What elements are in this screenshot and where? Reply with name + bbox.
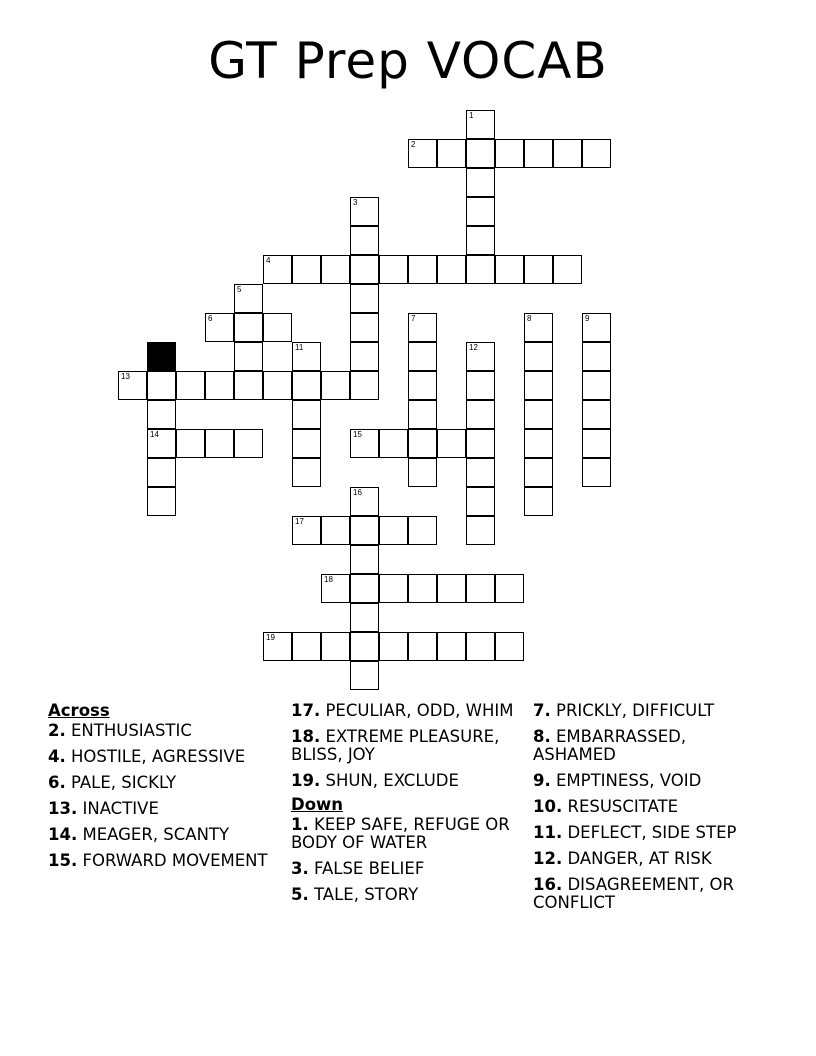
grid-cell[interactable] xyxy=(350,574,379,603)
clue-number: 6. xyxy=(48,773,66,792)
grid-cell[interactable] xyxy=(408,429,437,458)
clue-text: FORWARD MOVEMENT xyxy=(77,851,268,870)
grid-cell[interactable] xyxy=(350,487,379,516)
grid-cell[interactable] xyxy=(582,429,611,458)
grid-cell[interactable] xyxy=(408,574,437,603)
grid-cell[interactable] xyxy=(524,371,553,400)
clue-text: INACTIVE xyxy=(77,799,159,818)
grid-cell[interactable] xyxy=(350,255,379,284)
clue-number: 7. xyxy=(533,701,551,720)
grid-cell[interactable] xyxy=(408,139,437,168)
grid-cell[interactable] xyxy=(495,255,524,284)
clue-item xyxy=(533,798,763,816)
clue-item xyxy=(533,772,763,790)
grid-cell[interactable] xyxy=(524,255,553,284)
grid-cell[interactable] xyxy=(234,371,263,400)
grid-cell[interactable] xyxy=(292,371,321,400)
clue-text: DANGER, AT RISK xyxy=(562,849,712,868)
clue-item xyxy=(533,824,763,842)
grid-cell[interactable] xyxy=(524,400,553,429)
clue-text: PECULIAR, ODD, WHIM xyxy=(320,701,514,720)
clue-number: 4 xyxy=(266,256,271,265)
clue-number: 14. xyxy=(48,825,78,844)
grid-cell[interactable] xyxy=(321,371,350,400)
grid-cell[interactable] xyxy=(379,429,408,458)
grid-cell[interactable] xyxy=(582,458,611,487)
grid-cell[interactable] xyxy=(118,371,147,400)
clue-number: 12 xyxy=(469,343,478,352)
grid-cell[interactable] xyxy=(495,574,524,603)
clue-text: HOSTILE, AGRESSIVE xyxy=(65,747,246,766)
grid-cell[interactable] xyxy=(147,371,176,400)
clue-number: 5. xyxy=(291,885,309,904)
grid-cell[interactable] xyxy=(524,429,553,458)
clue-item xyxy=(291,702,521,720)
grid-cell[interactable] xyxy=(466,226,495,255)
grid-cell[interactable] xyxy=(350,516,379,545)
grid-cell[interactable] xyxy=(466,487,495,516)
grid-cell[interactable] xyxy=(379,632,408,661)
clue-number: 5 xyxy=(237,285,242,294)
clue-number: 11. xyxy=(533,823,563,842)
clue-item xyxy=(533,876,763,912)
clue-number: 10. xyxy=(533,797,563,816)
page-title: GT Prep VOCAB xyxy=(208,32,608,90)
clue-number: 11 xyxy=(295,343,304,352)
grid-cell[interactable] xyxy=(437,255,466,284)
grid-cell[interactable] xyxy=(234,284,263,313)
clue-item xyxy=(533,728,763,764)
grid-cell[interactable] xyxy=(176,371,205,400)
clue-text: FALSE BELIEF xyxy=(308,859,425,878)
grid-cell[interactable] xyxy=(205,371,234,400)
clue-text: DISAGREEMENT, OR CONFLICT xyxy=(533,875,734,912)
clue-item xyxy=(291,728,521,764)
clue-item xyxy=(48,722,278,740)
clue-text: EXTREME PLEASURE, BLISS, JOY xyxy=(291,727,500,764)
grid-cell[interactable] xyxy=(466,574,495,603)
blocked-square xyxy=(147,342,176,371)
clue-number: 7 xyxy=(411,314,416,323)
clue-text: EMPTINESS, VOID xyxy=(550,771,702,790)
clue-text: DEFLECT, SIDE STEP xyxy=(562,823,737,842)
grid-cell[interactable] xyxy=(582,342,611,371)
grid-cell[interactable] xyxy=(466,632,495,661)
grid-cell[interactable] xyxy=(466,110,495,139)
grid-cell[interactable] xyxy=(524,458,553,487)
clue-number: 17. xyxy=(291,701,321,720)
grid-cell[interactable] xyxy=(582,139,611,168)
clue-text: SHUN, EXCLUDE xyxy=(320,771,459,790)
grid-cell[interactable] xyxy=(205,429,234,458)
grid-cell[interactable] xyxy=(524,313,553,342)
grid-cell[interactable] xyxy=(408,342,437,371)
grid-cell[interactable] xyxy=(147,458,176,487)
clue-number: 16. xyxy=(533,875,563,894)
grid-cell[interactable] xyxy=(292,429,321,458)
grid-cell[interactable] xyxy=(350,661,379,690)
grid-cell[interactable] xyxy=(524,139,553,168)
clue-number: 1 xyxy=(469,111,474,120)
clue-text: EMBARRASSED, ASHAMED xyxy=(533,727,687,764)
grid-cell[interactable] xyxy=(350,284,379,313)
grid-cell[interactable] xyxy=(292,516,321,545)
grid-cell[interactable] xyxy=(466,168,495,197)
grid-cell[interactable] xyxy=(466,342,495,371)
clue-number: 4. xyxy=(48,747,66,766)
grid-cell[interactable] xyxy=(466,139,495,168)
grid-cell[interactable] xyxy=(234,429,263,458)
clue-number: 15 xyxy=(353,430,362,439)
clues-column-2 xyxy=(291,702,521,912)
grid-cell[interactable] xyxy=(582,313,611,342)
clue-number: 13 xyxy=(121,372,130,381)
clue-number: 19 xyxy=(266,633,275,642)
grid-cell[interactable] xyxy=(263,632,292,661)
grid-cell[interactable] xyxy=(466,371,495,400)
grid-cell[interactable] xyxy=(263,371,292,400)
clue-number: 9. xyxy=(533,771,551,790)
grid-cell[interactable] xyxy=(176,429,205,458)
grid-cell[interactable] xyxy=(350,603,379,632)
grid-cell[interactable] xyxy=(350,226,379,255)
grid-cell[interactable] xyxy=(350,429,379,458)
grid-cell[interactable] xyxy=(147,429,176,458)
grid-cell[interactable] xyxy=(292,255,321,284)
grid-cell[interactable] xyxy=(437,574,466,603)
clue-number: 13. xyxy=(48,799,78,818)
clue-item xyxy=(48,774,278,792)
grid-cell[interactable] xyxy=(466,458,495,487)
grid-cell[interactable] xyxy=(379,255,408,284)
grid-cell[interactable] xyxy=(147,487,176,516)
grid-cell[interactable] xyxy=(379,516,408,545)
grid-cell[interactable] xyxy=(495,632,524,661)
grid-cell[interactable] xyxy=(466,516,495,545)
clue-item xyxy=(48,748,278,766)
clues-column-3 xyxy=(533,702,763,920)
clue-number: 14 xyxy=(150,430,159,439)
grid-cell[interactable] xyxy=(379,574,408,603)
clue-number: 8. xyxy=(533,727,551,746)
grid-cell[interactable] xyxy=(466,197,495,226)
clue-number: 12. xyxy=(533,849,563,868)
clue-number: 9 xyxy=(585,314,590,323)
grid-cell[interactable] xyxy=(408,400,437,429)
down-heading: Down xyxy=(291,795,344,814)
grid-cell[interactable] xyxy=(292,632,321,661)
grid-cell[interactable] xyxy=(292,458,321,487)
clue-item xyxy=(48,800,278,818)
clue-item xyxy=(291,886,521,904)
clue-number: 16 xyxy=(353,488,362,497)
clue-number: 2. xyxy=(48,721,66,740)
clue-number: 3 xyxy=(353,198,358,207)
grid-cell[interactable] xyxy=(408,632,437,661)
grid-cell[interactable] xyxy=(466,255,495,284)
clue-item xyxy=(48,852,278,870)
across-heading: Across xyxy=(48,701,110,720)
grid-cell[interactable] xyxy=(524,487,553,516)
grid-cell[interactable] xyxy=(408,458,437,487)
clue-number: 17 xyxy=(295,517,304,526)
grid-cell[interactable] xyxy=(234,313,263,342)
grid-cell[interactable] xyxy=(147,400,176,429)
grid-cell[interactable] xyxy=(408,255,437,284)
grid-cell[interactable] xyxy=(437,632,466,661)
grid-cell[interactable] xyxy=(321,516,350,545)
clue-number: 18 xyxy=(324,575,333,584)
clue-number: 1. xyxy=(291,815,309,834)
grid-cell[interactable] xyxy=(321,255,350,284)
clue-text: TALE, STORY xyxy=(308,885,419,904)
grid-cell[interactable] xyxy=(263,313,292,342)
grid-cell[interactable] xyxy=(205,313,234,342)
clue-item xyxy=(533,850,763,868)
clue-number: 8 xyxy=(527,314,532,323)
grid-cell[interactable] xyxy=(524,342,553,371)
grid-cell[interactable] xyxy=(437,139,466,168)
clue-number: 15. xyxy=(48,851,78,870)
grid-cell[interactable] xyxy=(292,342,321,371)
grid-cell[interactable] xyxy=(350,632,379,661)
grid-cell[interactable] xyxy=(553,139,582,168)
clue-number: 19. xyxy=(291,771,321,790)
grid-cell[interactable] xyxy=(408,313,437,342)
grid-cell[interactable] xyxy=(350,342,379,371)
grid-cell[interactable] xyxy=(582,371,611,400)
grid-cell[interactable] xyxy=(350,197,379,226)
grid-cell[interactable] xyxy=(234,342,263,371)
grid-cell[interactable] xyxy=(263,255,292,284)
grid-cell[interactable] xyxy=(350,545,379,574)
clue-number: 18. xyxy=(291,727,321,746)
clue-number: 10 xyxy=(150,343,159,352)
grid-cell[interactable] xyxy=(321,574,350,603)
clues-column-1 xyxy=(48,702,278,878)
clue-text: PALE, SICKLY xyxy=(65,773,177,792)
grid-cell[interactable] xyxy=(408,516,437,545)
grid-cell[interactable] xyxy=(582,400,611,429)
grid-cell[interactable] xyxy=(350,371,379,400)
clue-text: ENTHUSIASTIC xyxy=(65,721,192,740)
clue-text: RESUSCITATE xyxy=(562,797,679,816)
clue-text: KEEP SAFE, REFUGE OR BODY OF WATER xyxy=(291,815,510,852)
grid-cell[interactable] xyxy=(408,371,437,400)
clue-item xyxy=(291,860,521,878)
clue-number: 3. xyxy=(291,859,309,878)
clue-item xyxy=(533,702,763,720)
grid-cell[interactable] xyxy=(321,632,350,661)
grid-cell[interactable] xyxy=(466,400,495,429)
grid-cell[interactable] xyxy=(495,139,524,168)
clue-number: 2 xyxy=(411,140,416,149)
clue-text: MEAGER, SCANTY xyxy=(77,825,230,844)
grid-cell[interactable] xyxy=(466,429,495,458)
clue-item xyxy=(291,772,521,790)
clue-item xyxy=(48,826,278,844)
grid-cell[interactable] xyxy=(437,429,466,458)
grid-cell[interactable] xyxy=(292,400,321,429)
clue-item xyxy=(291,816,521,852)
clue-number: 6 xyxy=(208,314,213,323)
grid-cell[interactable] xyxy=(350,313,379,342)
grid-cell[interactable] xyxy=(553,255,582,284)
clue-text: PRICKLY, DIFFICULT xyxy=(550,701,715,720)
